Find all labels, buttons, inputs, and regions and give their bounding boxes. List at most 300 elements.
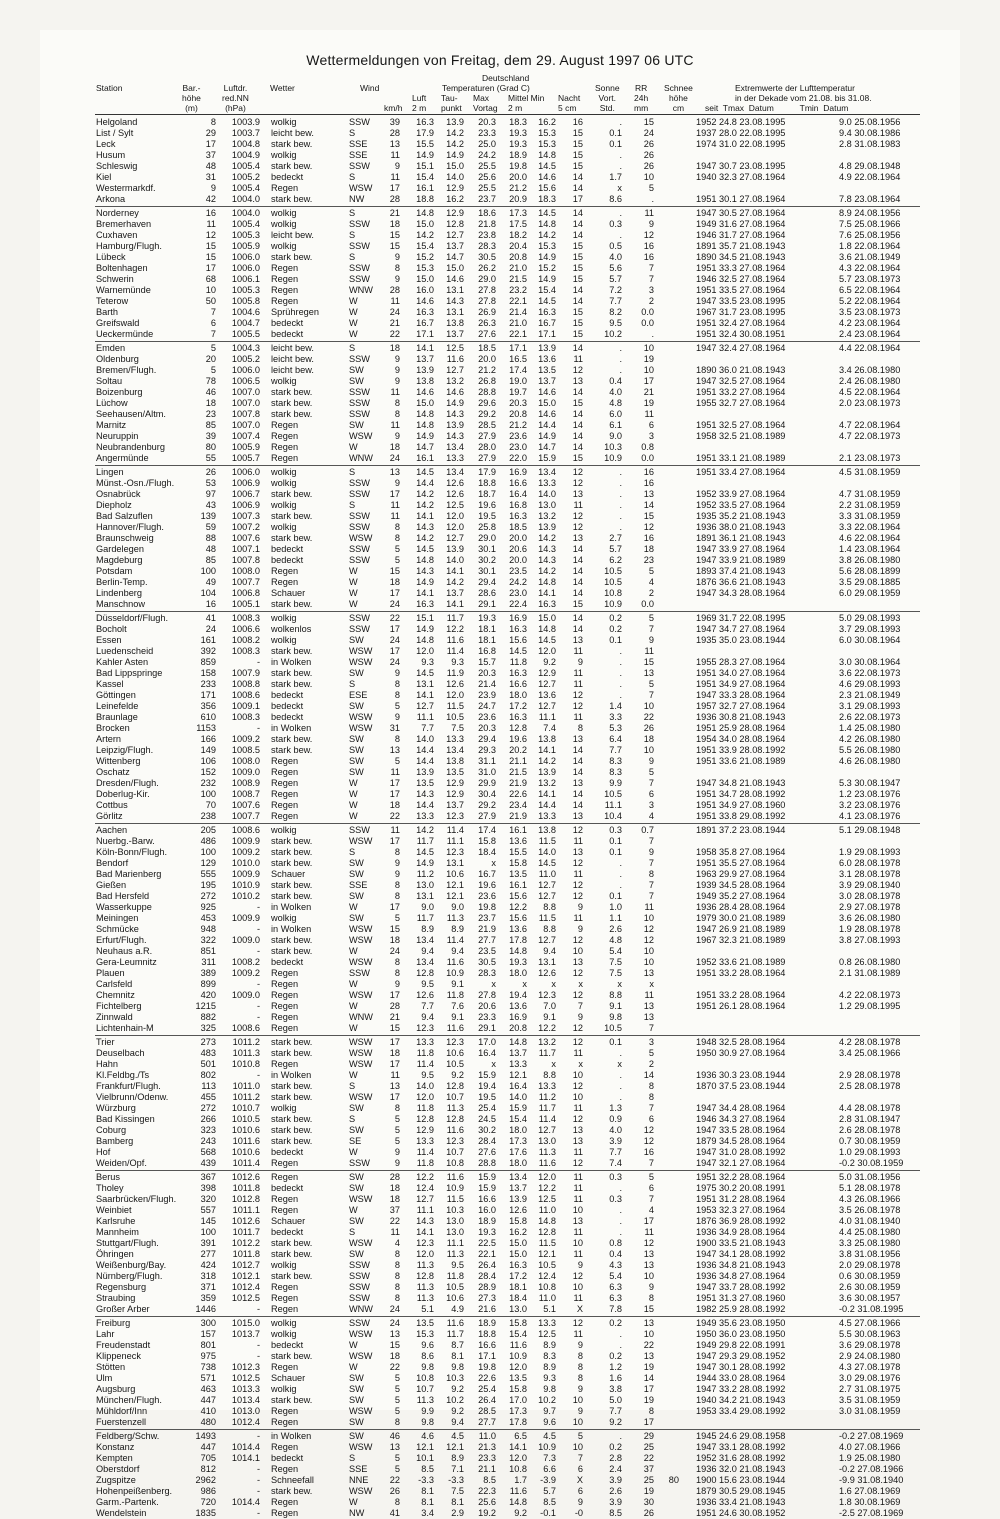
cell-wind-dir: W <box>349 599 358 609</box>
cell-sonne: 3.9 <box>609 1136 622 1146</box>
cell-extrem-max: 1876 36.6 21.08.1943 <box>696 577 786 587</box>
cell-max: 20.3 <box>478 723 496 733</box>
cell-rr: 2 <box>648 588 654 598</box>
cell-luftdruck: - <box>256 1351 260 1361</box>
cell-luft: 14.3 <box>416 522 434 532</box>
cell-bar-hoehe: 48 <box>205 544 216 554</box>
cell-station: Ulm <box>96 1373 113 1383</box>
cell-station: Chemnitz <box>96 990 135 1000</box>
cell-sonne: 6.3 <box>609 1293 622 1303</box>
cell-taupunkt: 14.3 <box>446 296 464 306</box>
cell-station: München/Flugh. <box>96 1395 162 1405</box>
cell-wetter: leicht bew. <box>271 230 314 240</box>
cell-wind-dir: SSW <box>349 219 370 229</box>
cell-min: 13.6 <box>538 354 556 364</box>
cell-station: Marnitz <box>96 420 127 430</box>
header-extrem: Extremwerte der Lufttemperatur in der Dekade vom 21.08. bis 31.08. <box>735 83 872 103</box>
cell-luft: 11.4 <box>416 1059 434 1069</box>
cell-station: Carlsfeld <box>96 979 133 989</box>
table-row <box>0 1282 1000 1293</box>
cell-rr: 10 <box>643 946 654 956</box>
cell-wind-dir: W <box>349 1362 358 1372</box>
cell-min: 13.7 <box>538 376 556 386</box>
cell-min: 7.3 <box>543 1453 556 1463</box>
cell-wetter: Regen <box>271 183 299 193</box>
cell-bar-hoehe: 158 <box>200 668 216 678</box>
cell-min: 11.5 <box>538 1238 556 1248</box>
cell-luftdruck: 1003.7 <box>231 128 260 138</box>
cell-luft: 16.1 <box>416 453 434 463</box>
cell-wind-speed: 31 <box>389 723 400 733</box>
cell-luftdruck: 1010.7 <box>231 1103 260 1113</box>
cell-wind-dir: S <box>349 128 356 138</box>
cell-wind-dir: SW <box>349 858 364 868</box>
cell-wetter: Schneefall <box>271 1475 314 1485</box>
cell-wind-dir: SW <box>349 420 364 430</box>
cell-rr: 13 <box>643 489 654 499</box>
cell-rr: 7 <box>648 1158 654 1168</box>
cell-luft: 12.8 <box>416 1271 434 1281</box>
cell-nacht: 12 <box>572 891 583 901</box>
cell-nacht: 10 <box>572 1417 583 1427</box>
cell-min: 12.8 <box>538 1227 556 1237</box>
cell-nacht: 10 <box>572 1205 583 1215</box>
cell-extrem-max: 1951 33.2 28.08.1964 <box>696 990 786 1000</box>
cell-extrem-max: 1967 32.3 21.08.1989 <box>696 935 786 945</box>
header-wind-unit: km/h <box>384 103 403 113</box>
cell-wetter: stark bew. <box>271 1249 313 1259</box>
cell-rr: 16 <box>643 478 654 488</box>
cell-wetter: Regen <box>271 263 299 273</box>
cell-nacht: 14 <box>572 442 583 452</box>
cell-min: 13.8 <box>538 825 556 835</box>
cell-taupunkt: 12.3 <box>446 1136 464 1146</box>
cell-taupunkt: 13.5 <box>446 767 464 777</box>
cell-extrem-max: 1900 33.5 21.08.1943 <box>696 1238 786 1248</box>
cell-wind-dir: SE <box>349 1136 362 1146</box>
table-row <box>0 723 1000 734</box>
cell-taupunkt: 10.9 <box>446 1183 464 1193</box>
cell-nacht: 14 <box>572 285 583 295</box>
cell-luft: 8.9 <box>421 924 434 934</box>
cell-luftdruck: 1006.0 <box>231 467 260 477</box>
cell-wind-dir: SW <box>349 913 364 923</box>
cell-sonne: 0.2 <box>609 1351 622 1361</box>
cell-wind-speed: 11 <box>390 296 400 306</box>
cell-station: Weiden/Opf. <box>96 1158 147 1168</box>
cell-luft: 14.4 <box>416 478 434 488</box>
cell-bar-hoehe: 371 <box>200 1282 216 1292</box>
cell-station: Mannheim <box>96 1227 139 1237</box>
table-row <box>0 555 1000 566</box>
cell-extrem-min: 3.6 26.08.1980 <box>839 913 901 923</box>
cell-min: 14.5 <box>538 296 556 306</box>
cell-bar-hoehe: 80 <box>205 442 216 452</box>
cell-wetter: stark bew. <box>271 847 313 857</box>
cell-wetter: bedeckt <box>271 318 304 328</box>
cell-wind-dir: W <box>349 1147 358 1157</box>
cell-nacht: 12 <box>572 478 583 488</box>
cell-max: 30.1 <box>478 566 496 576</box>
table-row <box>0 858 1000 869</box>
cell-taupunkt: 12.3 <box>446 1037 464 1047</box>
cell-nacht: 13 <box>572 778 583 788</box>
cell-max: 23.3 <box>478 1453 496 1463</box>
cell-extrem-min: 8.9 24.08.1956 <box>839 208 901 218</box>
cell-extrem-max: 1952 31.6 28.08.1992 <box>696 1453 786 1463</box>
cell-taupunkt: 13.2 <box>446 376 464 386</box>
cell-wetter: Sprühregen <box>271 307 320 317</box>
cell-sonne: . <box>619 1070 622 1080</box>
cell-max: 29.2 <box>478 409 496 419</box>
cell-extrem-max: 1879 30.5 29.08.1945 <box>696 1486 786 1496</box>
cell-wind-speed: 4 <box>394 1238 400 1248</box>
cell-luftdruck: 1007.8 <box>231 555 260 565</box>
cell-luft: 13.4 <box>416 957 434 967</box>
cell-min: 14.2 <box>538 756 556 766</box>
cell-schnee: 80 <box>668 1475 679 1485</box>
cell-sonne: 0.3 <box>609 1194 622 1204</box>
cell-extrem-min: 2.3 21.08.1949 <box>839 690 901 700</box>
cell-rr: 12 <box>643 924 654 934</box>
cell-extrem-max: 1947 33.9 27.08.1964 <box>696 544 786 554</box>
cell-min: 15.9 <box>538 453 556 463</box>
cell-min: 14.6 <box>538 387 556 397</box>
cell-luftdruck: 1005.1 <box>231 599 260 609</box>
cell-wind-dir: WSW <box>349 1486 373 1496</box>
cell-wetter: Regen <box>271 420 299 430</box>
cell-bar-hoehe: 1835 <box>195 1508 216 1518</box>
cell-min: 8.5 <box>543 1497 556 1507</box>
cell-wetter: stark bew. <box>271 1486 313 1496</box>
cell-bar-hoehe: 410 <box>200 1406 216 1416</box>
cell-bar-hoehe: 145 <box>200 1216 216 1226</box>
cell-bar-hoehe: 571 <box>200 1373 216 1383</box>
cell-rr: 4 <box>648 811 654 821</box>
cell-luftdruck: 1004.3 <box>231 343 260 353</box>
cell-extrem-max: 1949 35.2 27.08.1964 <box>696 891 786 901</box>
cell-luftdruck: - <box>256 1486 260 1496</box>
cell-luftdruck: 1007.0 <box>231 387 260 397</box>
cell-nacht: 14 <box>572 588 583 598</box>
cell-sonne: . <box>619 208 622 218</box>
cell-luft: 15.0 <box>416 219 434 229</box>
cell-wetter: Regen <box>271 1464 299 1474</box>
table-row <box>0 252 1000 263</box>
cell-nacht: 9 <box>577 1497 583 1507</box>
cell-taupunkt: 9.1 <box>451 979 464 989</box>
cell-station: Würzburg <box>96 1103 136 1113</box>
cell-wind-speed: 5 <box>394 1384 400 1394</box>
cell-min: 11.6 <box>538 1158 556 1168</box>
cell-luft: 15.4 <box>416 241 434 251</box>
cell-nacht: 17 <box>572 194 583 204</box>
cell-station: Trier <box>96 1037 115 1047</box>
cell-taupunkt: 11.3 <box>446 1103 464 1113</box>
cell-luftdruck: - <box>256 657 260 667</box>
cell-mittel: 17.8 <box>509 1417 527 1427</box>
cell-taupunkt: 9.4 <box>451 1417 464 1427</box>
cell-max: 23.3 <box>478 128 496 138</box>
cell-taupunkt: 11.6 <box>446 1125 464 1135</box>
cell-max: 16.8 <box>478 646 496 656</box>
cell-taupunkt: 15.0 <box>446 263 464 273</box>
table-row <box>0 756 1000 767</box>
cell-sonne: . <box>619 489 622 499</box>
cell-wetter: Regen <box>271 453 299 463</box>
cell-sonne: . <box>619 668 622 678</box>
cell-nacht: 14 <box>572 745 583 755</box>
cell-sonne: 1.2 <box>609 1362 622 1372</box>
cell-min: 13.8 <box>538 734 556 744</box>
cell-extrem-max: 1946 31.7 27.08.1964 <box>696 230 786 240</box>
cell-bar-hoehe: 24 <box>205 624 216 634</box>
table-row <box>0 208 1000 219</box>
cell-nacht: 8 <box>577 723 583 733</box>
cell-luft: 11.3 <box>416 1395 434 1405</box>
cell-wind-speed: 17 <box>389 183 400 193</box>
cell-sonne: 9.9 <box>609 778 622 788</box>
cell-mittel: 13.5 <box>509 869 527 879</box>
cell-wind-dir: SSW <box>349 522 370 532</box>
cell-nacht: 12 <box>572 690 583 700</box>
cell-extrem-max: 1947 33.2 28.08.1992 <box>696 1384 786 1394</box>
cell-wind-dir: W <box>349 1001 358 1011</box>
cell-rr: 2 <box>648 296 654 306</box>
cell-extrem-min: 2.6 30.08.1959 <box>839 1282 901 1292</box>
cell-mittel: 11.8 <box>509 657 527 667</box>
cell-rr: 18 <box>643 544 654 554</box>
cell-max: 21.9 <box>478 924 496 934</box>
cell-luftdruck: 1008.9 <box>231 778 260 788</box>
cell-max: 20.3 <box>478 668 496 678</box>
cell-wetter: Regen <box>271 1497 299 1507</box>
cell-min: 14.9 <box>538 252 556 262</box>
cell-station: Ueckermünde <box>96 329 154 339</box>
table-row <box>0 679 1000 690</box>
cell-luftdruck: 1008.6 <box>231 1023 260 1033</box>
cell-taupunkt: 12.2 <box>446 624 464 634</box>
cell-taupunkt: 12.8 <box>446 1081 464 1091</box>
cell-sonne: . <box>619 1340 622 1350</box>
cell-wind-dir: WSW <box>349 1351 373 1361</box>
cell-max: 11.0 <box>478 1431 496 1441</box>
cell-min: 14.2 <box>538 566 556 576</box>
cell-station: Magdeburg <box>96 555 143 565</box>
cell-bar-hoehe: 11 <box>206 219 216 229</box>
cell-wind-speed: 9 <box>394 979 400 989</box>
cell-wind-dir: SSW <box>349 1260 370 1270</box>
cell-min: 13.9 <box>538 343 556 353</box>
cell-taupunkt: 12.9 <box>446 208 464 218</box>
cell-luftdruck: 1014.1 <box>231 1453 260 1463</box>
cell-mittel: 20.4 <box>509 241 527 251</box>
cell-luftdruck: 1008.0 <box>231 756 260 766</box>
cell-luft: 14.5 <box>416 668 434 678</box>
table-row <box>0 1070 1000 1081</box>
cell-luft: 11.3 <box>416 1260 434 1270</box>
cell-extrem-min: 4.0 27.08.1966 <box>839 1442 901 1452</box>
cell-luft: 14.8 <box>416 635 434 645</box>
table-row <box>0 241 1000 252</box>
cell-luft: 9.5 <box>421 1070 434 1080</box>
cell-mittel: 18.5 <box>509 522 527 532</box>
cell-luftdruck: 1007.1 <box>231 544 260 554</box>
cell-extrem-min: 4.2 26.08.1980 <box>839 734 901 744</box>
cell-sonne: 0.3 <box>609 825 622 835</box>
cell-station: Diepholz <box>96 500 132 510</box>
cell-mittel: 18.0 <box>509 1125 527 1135</box>
cell-nacht: X <box>576 1475 583 1485</box>
cell-mittel: 21.1 <box>509 756 527 766</box>
cell-wind-speed: 28 <box>389 1172 400 1182</box>
cell-sonne: . <box>619 354 622 364</box>
cell-extrem-max: 1891 35.7 21.08.1943 <box>696 241 786 251</box>
cell-taupunkt: 13.9 <box>446 117 464 127</box>
cell-wind-speed: 5 <box>394 1373 400 1383</box>
cell-nacht: 16 <box>572 117 583 127</box>
cell-extrem-max: 1947 33.7 28.08.1992 <box>696 1282 786 1292</box>
cell-wetter: stark bew. <box>271 409 313 419</box>
cell-luftdruck: 1005.8 <box>231 296 260 306</box>
cell-rr: 8 <box>648 1081 654 1091</box>
cell-extrem-max: 1955 32.7 27.08.1964 <box>696 398 786 408</box>
cell-rr: 24 <box>643 128 654 138</box>
cell-luft: 11.8 <box>416 1103 434 1113</box>
cell-max: 27.9 <box>478 453 496 463</box>
cell-extrem-min: 4.5 27.08.1966 <box>839 1318 901 1328</box>
table-row <box>0 1059 1000 1070</box>
cell-max: 22.6 <box>478 1373 496 1383</box>
cell-extrem-max: 1893 37.4 21.08.1943 <box>696 566 786 576</box>
cell-nacht: 14 <box>572 789 583 799</box>
cell-extrem-max: 1936 38.0 21.08.1943 <box>696 522 786 532</box>
cell-extrem-max: 1947 33.1 28.08.1992 <box>696 1442 786 1452</box>
cell-max: 25.0 <box>478 139 496 149</box>
cell-max: x <box>491 858 496 868</box>
cell-rr: 13 <box>643 668 654 678</box>
cell-extrem-min: 4.7 22.08.1964 <box>839 420 901 430</box>
cell-luft: 14.9 <box>416 858 434 868</box>
cell-bar-hoehe: 97 <box>205 489 216 499</box>
cell-luftdruck: 1007.3 <box>231 511 260 521</box>
cell-station: Karlsruhe <box>96 1216 136 1226</box>
cell-luftdruck: 1007.6 <box>231 533 260 543</box>
cell-wind-speed: 8 <box>394 880 400 890</box>
cell-max: 26.3 <box>478 318 496 328</box>
cell-max: 27.8 <box>478 285 496 295</box>
cell-rr: 13 <box>643 1318 654 1328</box>
cell-bar-hoehe: 68 <box>205 274 216 284</box>
table-row <box>0 690 1000 701</box>
cell-taupunkt: 11.7 <box>446 1329 464 1339</box>
cell-station: Lübeck <box>96 252 126 262</box>
cell-nacht: -0 <box>574 1508 583 1518</box>
cell-max: 21.4 <box>478 679 496 689</box>
cell-extrem-max: 1949 29.8 22.08.1991 <box>696 1340 786 1350</box>
cell-extrem-min: 4.7 22.08.1973 <box>839 431 901 441</box>
cell-mittel: 15.8 <box>509 1216 527 1226</box>
table-row <box>0 613 1000 624</box>
cell-luft: 15.4 <box>416 172 434 182</box>
table-row <box>0 453 1000 464</box>
cell-extrem-min: 3.3 31.08.1959 <box>839 511 901 521</box>
cell-luftdruck: 1010.0 <box>231 858 260 868</box>
cell-max: 30.5 <box>478 252 496 262</box>
table-row <box>0 263 1000 274</box>
cell-taupunkt: 10.3 <box>446 1205 464 1215</box>
cell-extrem-max: 1949 31.6 27.08.1964 <box>696 219 786 229</box>
cell-sonne: . <box>619 1227 622 1237</box>
cell-wetter: wolkig <box>271 635 297 645</box>
cell-luftdruck: - <box>256 723 260 733</box>
cell-rr: 22 <box>643 712 654 722</box>
header-max: Max Vortag <box>473 93 498 113</box>
cell-max: 31.1 <box>478 756 496 766</box>
cell-max: 17.4 <box>478 825 496 835</box>
cell-luft: 9.8 <box>421 1417 434 1427</box>
cell-bar-hoehe: 106 <box>200 756 216 766</box>
cell-taupunkt: 2.9 <box>451 1508 464 1518</box>
cell-station: Gießen <box>96 880 127 890</box>
cell-bar-hoehe: 31 <box>205 172 216 182</box>
cell-min: 15.2 <box>538 263 556 273</box>
cell-rr: 12 <box>643 935 654 945</box>
cell-taupunkt: 7.6 <box>451 1001 464 1011</box>
cell-max: 20.3 <box>478 117 496 127</box>
cell-max: 26.8 <box>478 376 496 386</box>
cell-wetter: wolkig <box>271 825 297 835</box>
cell-taupunkt: 7.1 <box>451 1464 464 1474</box>
cell-mittel: 16.1 <box>509 880 527 890</box>
cell-mittel: 19.4 <box>509 990 527 1000</box>
cell-station: Tholey <box>96 1183 124 1193</box>
cell-min: 7.0 <box>543 1001 556 1011</box>
cell-extrem-max: 1951 33.9 28.08.1992 <box>696 745 786 755</box>
cell-rr: 37 <box>643 1464 654 1474</box>
cell-nacht: 13 <box>572 957 583 967</box>
cell-extrem-max: 1947 29.3 29.08.1952 <box>696 1351 786 1361</box>
cell-extrem-max: 1936 33.4 21.08.1943 <box>696 1497 786 1507</box>
cell-taupunkt: 11.4 <box>446 825 464 835</box>
cell-sonne: 1.6 <box>609 1373 622 1383</box>
cell-bar-hoehe: 501 <box>200 1059 216 1069</box>
cell-luftdruck: 1012.5 <box>231 1373 260 1383</box>
cell-mittel: 15.8 <box>509 858 527 868</box>
cell-extrem-min: 2.4 23.08.1964 <box>839 329 901 339</box>
cell-extrem-min: 4.7 31.08.1959 <box>839 489 901 499</box>
header-taupunkt: Tau- punkt <box>441 93 462 113</box>
cell-nacht: 14 <box>572 296 583 306</box>
cell-wind-dir: S <box>349 252 356 262</box>
cell-mittel: 20.3 <box>509 398 527 408</box>
cell-mittel: 22.1 <box>509 329 527 339</box>
cell-luft: 9.0 <box>421 902 434 912</box>
cell-luft: 15.0 <box>416 398 434 408</box>
cell-taupunkt: 12.9 <box>446 183 464 193</box>
cell-station: Hohenpeißenberg. <box>96 1486 173 1496</box>
table-row <box>0 1092 1000 1103</box>
cell-luft: 13.0 <box>416 880 434 890</box>
cell-max: 17.0 <box>478 1037 496 1047</box>
cell-luftdruck: 1011.3 <box>232 1048 260 1058</box>
cell-mittel: 1.7 <box>514 1475 527 1485</box>
cell-sonne: 0.1 <box>609 635 622 645</box>
cell-max: 23.7 <box>478 194 496 204</box>
cell-extrem-max: 1945 24.6 29.08.1958 <box>696 1431 786 1441</box>
cell-mittel: 15.9 <box>509 1103 527 1113</box>
cell-station: Bocholt <box>96 624 127 634</box>
